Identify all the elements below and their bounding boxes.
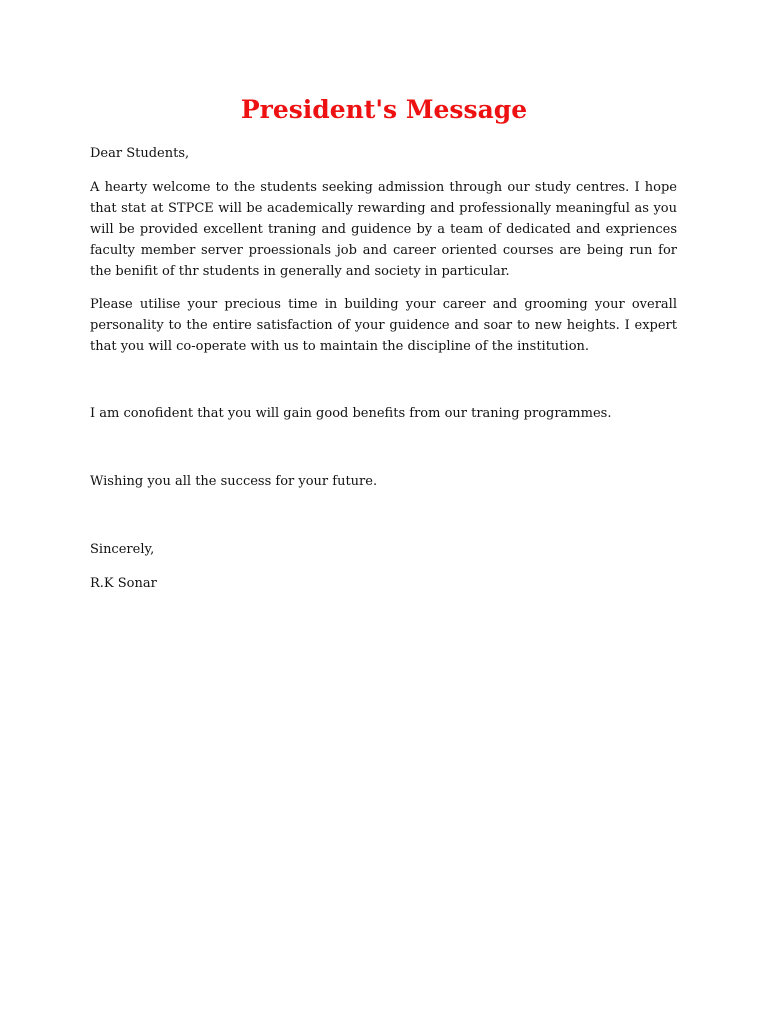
welcome-paragraph: A hearty welcome to the students seeking admission through our study centres. I hope that stat at STPCE will be academically rewarding and professionally meaningful as you will be provided excellent traning and guidence by a team of dedicated and expriences faculty member server proessionals job and career oriented courses are being run for the benifit of thr students in generally and society in particular.	[90, 180, 677, 279]
signature-name: R.K Sonar	[90, 576, 157, 591]
greeting-line: Dear Students,	[90, 146, 190, 161]
confidence-paragraph: I am conofident that you will gain good benefits from our traning programmes.	[90, 406, 612, 421]
page-title: President's Message	[240, 95, 528, 124]
closing-line: Sincerely,	[90, 542, 155, 557]
wishes-paragraph: Wishing you all the success for your future.	[90, 474, 378, 489]
advice-paragraph: Please utilise your precious time in building your career and grooming your overall personality to the entire satisfaction of your guidence and soar to new heights. I expert that you will co-operate with us to maintain the discipline of the institution.	[90, 297, 677, 354]
